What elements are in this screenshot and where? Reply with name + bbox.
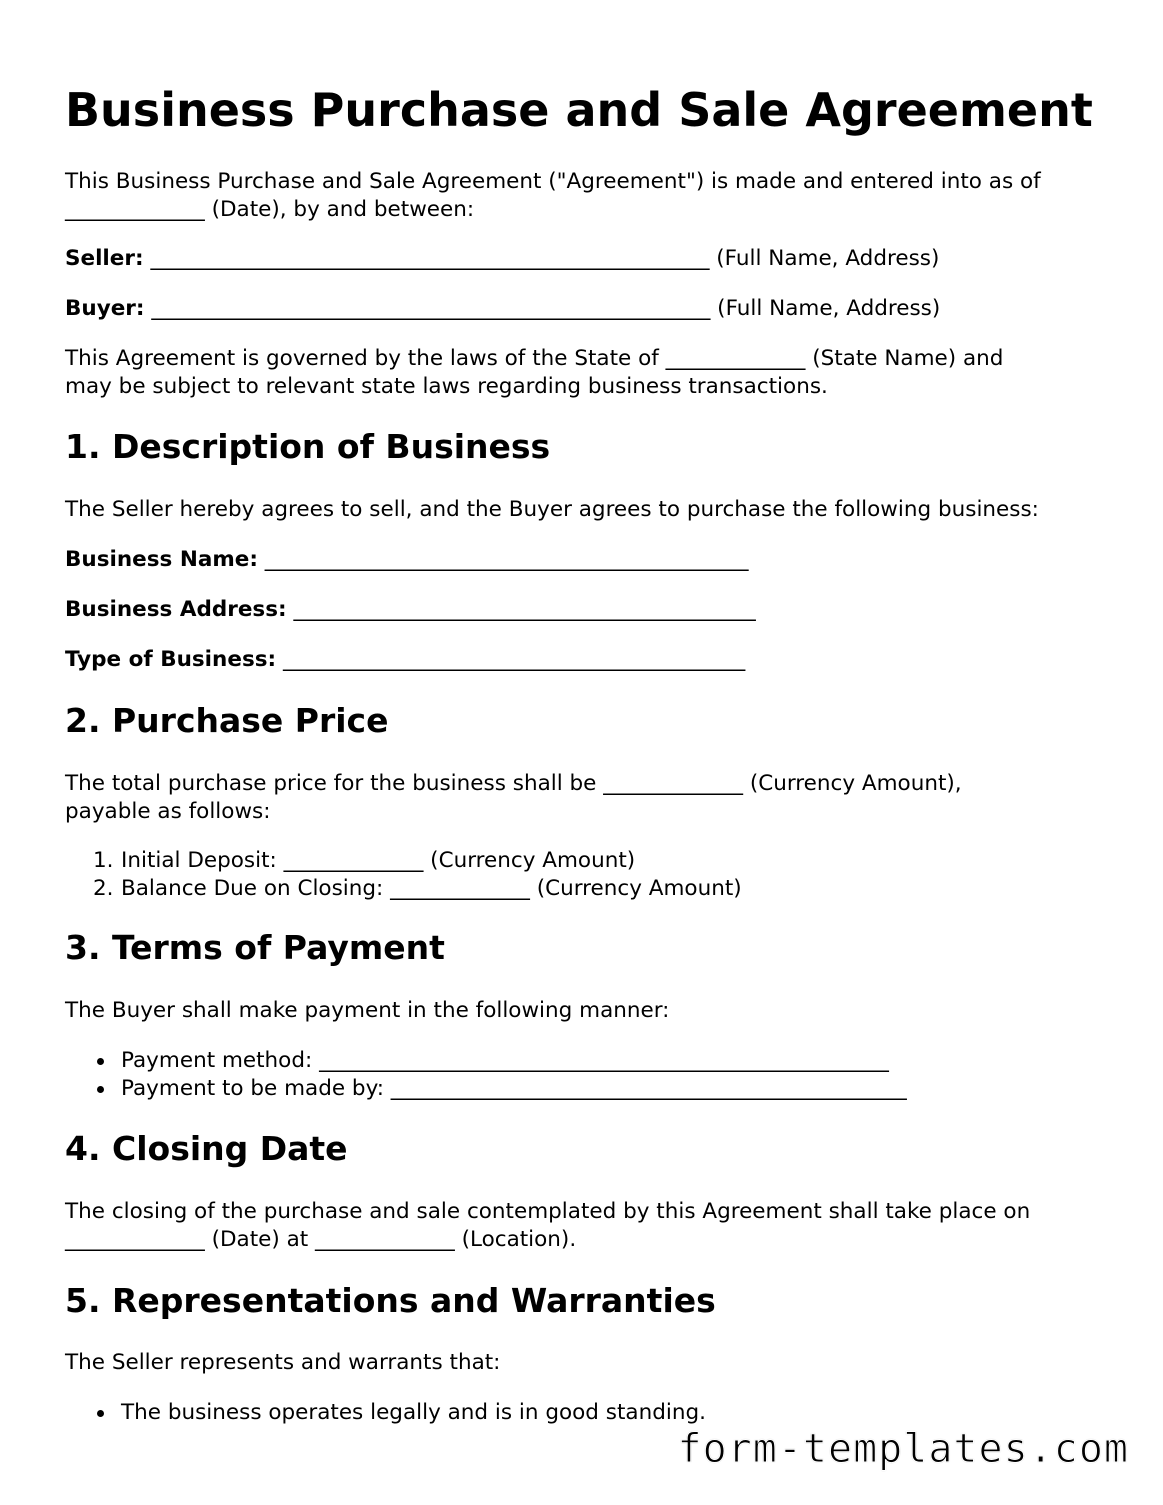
business-type-blank: ___________________________________________ xyxy=(282,647,746,672)
payment-method-text: Payment method: _____________________________________________________ xyxy=(121,1048,889,1073)
list-item xyxy=(65,1399,1065,1427)
initial-deposit-text: Initial Deposit: _____________ (Currency Amount) xyxy=(121,848,636,873)
governing-line-2: may be subject to relevant state laws regarding business transactions. xyxy=(65,374,828,399)
seller-line xyxy=(65,245,939,273)
business-type-label: Type of Business: xyxy=(65,647,277,672)
section-2-heading: 2. Purchase Price xyxy=(65,701,389,740)
list-item xyxy=(65,1075,1065,1103)
section-5-heading: 5. Representations and Warranties xyxy=(65,1281,716,1320)
seller-blank: ____________________________________________________ (Full Name, Address) xyxy=(150,246,940,271)
intro-line-1: This Business Purchase and Sale Agreement ("Agreement") is made and entered into as of xyxy=(65,169,1041,194)
section-3-heading: 3. Terms of Payment xyxy=(65,928,445,967)
bullet-icon xyxy=(97,1058,104,1065)
buyer-blank: ____________________________________________________ (Full Name, Address) xyxy=(151,296,941,321)
governing-line-1: This Agreement is governed by the laws of the State of _____________ (State Name) and xyxy=(65,346,1004,371)
section-1-heading: 1. Description of Business xyxy=(65,427,551,466)
document-title: Business Purchase and Sale Agreement xyxy=(65,83,1093,137)
business-name-blank: _____________________________________________ xyxy=(264,547,749,572)
section-4-line-1: The closing of the purchase and sale contemplated by this Agreement shall take place on xyxy=(65,1199,1031,1224)
list-item xyxy=(65,847,1065,875)
section-4-heading: 4. Closing Date xyxy=(65,1129,348,1168)
section-2-line-2: payable as follows: xyxy=(65,799,271,824)
list-item xyxy=(65,1047,1065,1075)
business-name-line xyxy=(65,546,749,574)
section-1-text: The Seller hereby agrees to sell, and the Buyer agrees to purchase the following business: xyxy=(65,497,1039,522)
business-address-label: Business Address: xyxy=(65,597,287,622)
buyer-line xyxy=(65,295,940,323)
bullet-icon xyxy=(97,1086,104,1093)
section-2-line-1: The total purchase price for the business shall be _____________ (Currency Amount), xyxy=(65,771,962,796)
warranty-text: The business operates legally and is in good standing. xyxy=(121,1400,706,1425)
section-5-text: The Seller represents and warrants that: xyxy=(65,1350,501,1375)
business-address-blank: ___________________________________________ xyxy=(293,597,756,622)
buyer-label: Buyer: xyxy=(65,296,145,321)
watermark-text: form-templates.com xyxy=(677,1426,1129,1472)
business-address-line xyxy=(65,596,756,624)
list-number: 2. xyxy=(93,876,114,901)
business-name-label: Business Name: xyxy=(65,547,258,572)
payment-by-text: Payment to be made by: ________________________________________________ xyxy=(121,1076,907,1101)
balance-due-text: Balance Due on Closing: _____________ (Currency Amount) xyxy=(121,876,742,901)
list-number: 1. xyxy=(93,848,114,873)
business-type-line xyxy=(65,646,745,674)
seller-label: Seller: xyxy=(65,246,144,271)
section-3-text: The Buyer shall make payment in the following manner: xyxy=(65,998,670,1023)
bullet-icon xyxy=(97,1410,104,1417)
list-item xyxy=(65,875,1065,903)
intro-line-2: _____________ (Date), by and between: xyxy=(65,197,475,222)
section-4-line-2: _____________ (Date) at _____________ (Location). xyxy=(65,1227,577,1252)
